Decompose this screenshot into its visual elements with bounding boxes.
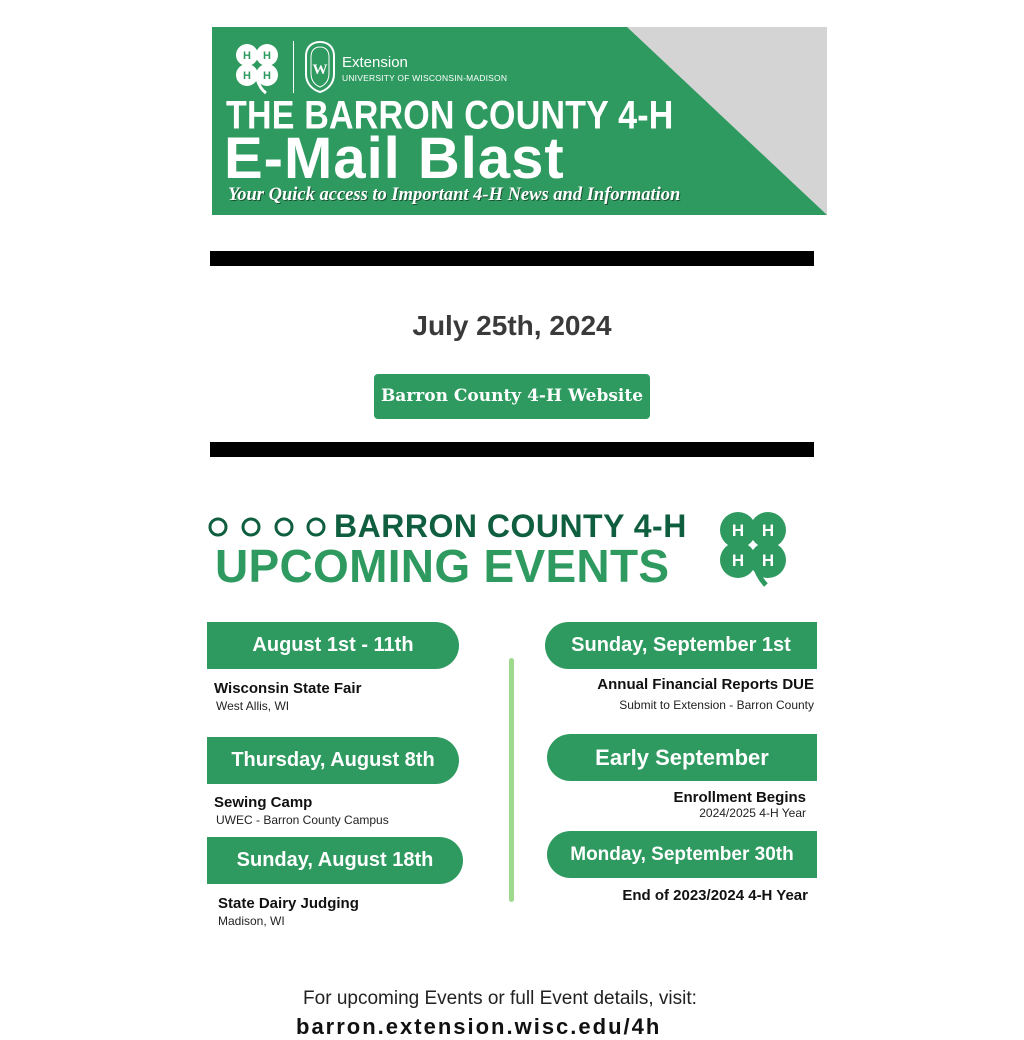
footer-link-partial[interactable] [296, 1014, 696, 1039]
column-divider [509, 658, 514, 902]
svg-text:H: H [731, 521, 745, 540]
footer-link-text[interactable]: barron.extension.wisc.edu/4h [296, 1014, 662, 1039]
event-title: Enrollment Begins [673, 789, 806, 806]
logo-divider [293, 41, 294, 93]
four-h-clover-large-icon [712, 505, 796, 589]
event-title: Annual Financial Reports DUE [597, 676, 814, 693]
event-location: 2024/2025 4-H Year [699, 806, 806, 820]
svg-text:H: H [243, 50, 251, 62]
event-title: End of 2023/2024 4-H Year [622, 887, 808, 904]
event-location: Submit to Extension - Barron County [619, 698, 814, 712]
uw-crest-icon [303, 40, 337, 94]
footer-visit-text: For upcoming Events or full Event details, visit: [303, 988, 697, 1009]
event-date-pill: Early September [547, 734, 817, 781]
four-h-clover-icon [230, 39, 284, 95]
decorative-dots-icon [208, 516, 328, 540]
svg-text:H: H [263, 70, 271, 82]
svg-text:W: W [312, 62, 328, 78]
svg-text:H: H [243, 70, 251, 82]
banner-tagline: Your Quick access to Important 4-H News and Information [228, 185, 681, 205]
university-name: UNIVERSITY OF WISCONSIN-MADISON [342, 73, 508, 83]
event-title: Wisconsin State Fair [214, 680, 362, 697]
event-location: West Allis, WI [216, 699, 290, 713]
event-date-pill: Sunday, September 1st [545, 622, 817, 669]
banner-email-blast-title: E-Mail Blast [224, 126, 565, 191]
event-location: Madison, WI [218, 914, 285, 928]
issue-date: July 25th, 2024 [412, 310, 612, 341]
top-divider-bar [210, 251, 814, 266]
events-county-heading: BARRON COUNTY 4-H [334, 508, 687, 544]
event-date-pill: Monday, September 30th [547, 831, 817, 878]
website-button[interactable]: Barron County 4-H Website [374, 374, 650, 419]
svg-text:H: H [263, 50, 271, 62]
event-date-pill: Thursday, August 8th [207, 737, 459, 784]
events-heading: UPCOMING EVENTS [215, 540, 670, 592]
svg-text:H: H [761, 551, 775, 570]
header-banner [212, 27, 827, 215]
extension-wordmark: Extension [342, 54, 408, 71]
banner-county-title: THE BARRON COUNTY 4-H [226, 93, 674, 138]
event-title: State Dairy Judging [218, 895, 359, 912]
svg-text:H: H [761, 521, 775, 540]
event-date-pill: Sunday, August 18th [207, 837, 463, 884]
event-title: Sewing Camp [214, 794, 313, 811]
bottom-divider-bar [210, 442, 814, 457]
svg-text:H: H [731, 551, 745, 570]
event-location: UWEC - Barron County Campus [216, 813, 389, 827]
event-date-pill: August 1st - 11th [207, 622, 459, 669]
